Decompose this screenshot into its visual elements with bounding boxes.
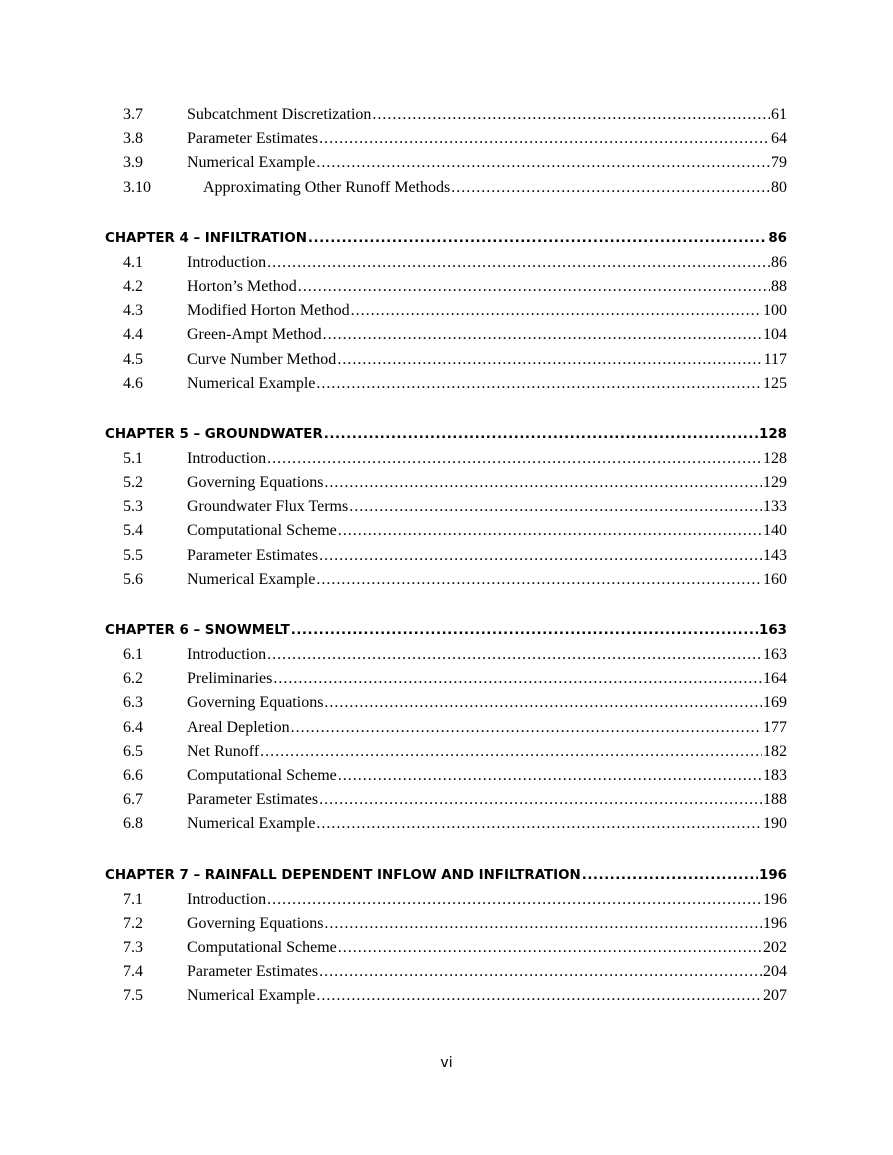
section-number: 5.3 (123, 498, 143, 516)
section-title: Governing Equations (187, 474, 324, 492)
section-title: Introduction (187, 253, 267, 271)
toc-entry[interactable] (105, 912, 787, 936)
toc-entry[interactable] (105, 984, 787, 1008)
section-page: 177 (763, 718, 787, 736)
section-title: Horton’s Method (187, 277, 297, 295)
dot-leader (308, 227, 767, 251)
section-page: 183 (763, 766, 787, 784)
section-page: 88 (771, 277, 787, 295)
dot-leader (451, 176, 770, 200)
section-number: 6.7 (123, 791, 143, 809)
toc-entry[interactable] (105, 960, 787, 984)
section-number: 3.9 (123, 154, 143, 172)
dot-leader (273, 667, 762, 691)
toc-chapter-heading[interactable] (105, 423, 787, 447)
section-number: 6.6 (123, 766, 143, 784)
section-page: 80 (771, 178, 787, 196)
toc-entry[interactable] (105, 372, 787, 396)
dot-leader (267, 643, 762, 667)
section-number: 3.7 (123, 106, 143, 123)
section-number: 3.8 (123, 130, 143, 148)
section-title: Approximating Other Runoff Methods (203, 178, 451, 196)
section-title: Preliminaries (187, 670, 273, 688)
section-page: 169 (763, 694, 787, 712)
toc-entry[interactable] (105, 323, 787, 347)
section-title: Curve Number Method (187, 350, 337, 368)
section-page: 117 (763, 350, 787, 368)
section-title: Numerical Example (187, 570, 316, 588)
chapter-page: 196 (759, 867, 787, 883)
dot-leader (267, 447, 762, 471)
section-title: Green-Ampt Method (187, 326, 322, 344)
dot-leader (349, 495, 762, 519)
section-page: 133 (763, 498, 787, 516)
dot-leader (291, 716, 762, 740)
section-page: 143 (763, 546, 787, 564)
section-number: 4.5 (123, 350, 143, 368)
dot-leader (319, 544, 762, 568)
section-title: Computational Scheme (187, 938, 337, 956)
section-page: 204 (763, 963, 787, 981)
section-title: Numerical Example (187, 987, 316, 1005)
dot-leader (319, 127, 770, 151)
chapter-title: CHAPTER 4 – INFILTRATION (105, 230, 307, 246)
section-number: 7.2 (123, 914, 143, 932)
section-number: 5.4 (123, 522, 143, 540)
section-title: Subcatchment Discretization (187, 106, 372, 123)
dot-leader (260, 740, 762, 764)
toc-chapter-heading[interactable] (105, 864, 787, 888)
section-page: 79 (771, 154, 787, 172)
toc-entry[interactable] (105, 568, 787, 592)
section-title: Numerical Example (187, 154, 316, 172)
section-page: 61 (771, 106, 787, 123)
section-number: 6.3 (123, 694, 143, 712)
dot-leader (298, 275, 770, 299)
toc-entry[interactable] (105, 716, 787, 740)
section-page: 160 (763, 570, 787, 588)
toc-entry[interactable] (105, 936, 787, 960)
toc-entry[interactable] (105, 251, 787, 275)
section-number: 7.4 (123, 963, 143, 981)
toc-entry[interactable] (105, 788, 787, 812)
section-title: Groundwater Flux Terms (187, 498, 349, 516)
section-number: 4.6 (123, 374, 143, 392)
dot-leader (324, 471, 762, 495)
section-number: 6.1 (123, 646, 143, 663)
section-title: Computational Scheme (187, 766, 337, 784)
section-title: Modified Horton Method (187, 302, 350, 320)
section-page: 125 (763, 374, 787, 392)
dot-leader (291, 619, 758, 643)
section-title: Parameter Estimates (187, 130, 319, 148)
section-number: 5.5 (123, 546, 143, 564)
toc-entry[interactable] (105, 544, 787, 568)
toc-entry[interactable] (105, 151, 787, 175)
dot-leader (316, 151, 770, 175)
toc-chapter-heading[interactable] (105, 619, 787, 643)
section-title: Areal Depletion (187, 718, 290, 736)
section-title: Governing Equations (187, 694, 324, 712)
toc-entry[interactable] (105, 127, 787, 151)
section-page: 100 (763, 302, 787, 320)
table-of-contents (105, 103, 787, 1008)
section-number: 5.6 (123, 570, 143, 588)
section-title: Computational Scheme (187, 522, 337, 540)
dot-leader (319, 788, 762, 812)
dot-leader (324, 423, 758, 447)
section-page: 129 (763, 474, 787, 492)
section-title: Parameter Estimates (187, 963, 319, 981)
toc-entry[interactable] (105, 812, 787, 836)
toc-entry[interactable] (105, 299, 787, 323)
section-number: 4.2 (123, 277, 143, 295)
dot-leader (316, 984, 762, 1008)
toc-chapter-heading[interactable] (105, 227, 787, 251)
section-title: Introduction (187, 890, 267, 908)
toc-entry[interactable] (105, 691, 787, 715)
toc-entry[interactable] (105, 888, 787, 912)
section-number: 6.2 (123, 670, 143, 688)
chapter-page: 163 (759, 623, 787, 638)
toc-entry[interactable] (105, 519, 787, 543)
section-number: 4.3 (123, 302, 143, 320)
section-page: 202 (763, 938, 787, 956)
dot-leader (316, 372, 762, 396)
dot-leader (351, 299, 762, 323)
section-page: 196 (763, 914, 787, 932)
toc-entry[interactable] (105, 471, 787, 495)
dot-leader (338, 764, 762, 788)
toc-entry[interactable] (105, 643, 787, 667)
toc-entry[interactable] (105, 103, 787, 127)
dot-leader (267, 888, 762, 912)
dot-leader (323, 323, 762, 347)
section-number: 5.2 (123, 474, 143, 492)
section-title: Parameter Estimates (187, 546, 319, 564)
chapter-title: CHAPTER 6 – SNOWMELT (105, 623, 290, 638)
section-number: 5.1 (123, 449, 143, 467)
section-page: 104 (763, 326, 787, 344)
section-page: 64 (771, 130, 787, 148)
section-number: 4.4 (123, 326, 143, 344)
section-number: 7.3 (123, 938, 143, 956)
toc-entry[interactable] (105, 764, 787, 788)
dot-leader (338, 519, 762, 543)
chapter-page: 86 (768, 230, 787, 246)
section-title: Numerical Example (187, 374, 316, 392)
section-page: 163 (763, 646, 787, 663)
dot-leader (372, 103, 770, 127)
section-number: 6.4 (123, 718, 143, 736)
section-title: Governing Equations (187, 914, 324, 932)
section-title: Net Runoff (187, 742, 260, 760)
toc-entry[interactable] (105, 348, 787, 372)
section-page: 207 (763, 987, 787, 1005)
section-page: 190 (763, 815, 787, 833)
dot-leader (324, 691, 762, 715)
page-number-footer: vi (440, 1055, 453, 1071)
section-number: 6.8 (123, 815, 143, 833)
section-number: 7.1 (123, 890, 143, 908)
section-number: 3.10 (123, 178, 151, 196)
dot-leader (324, 912, 762, 936)
section-page: 188 (763, 791, 787, 809)
chapter-title: CHAPTER 5 – GROUNDWATER (105, 426, 323, 442)
toc-entry[interactable] (105, 176, 787, 200)
section-page: 164 (763, 670, 787, 688)
dot-leader (316, 568, 762, 592)
section-number: 7.5 (123, 987, 143, 1005)
section-title: Numerical Example (187, 815, 316, 833)
section-page: 86 (771, 253, 787, 271)
toc-entry[interactable] (105, 667, 787, 691)
section-page: 140 (763, 522, 787, 540)
section-number: 4.1 (123, 253, 143, 271)
section-title: Introduction (187, 449, 267, 467)
dot-leader (337, 348, 762, 372)
section-page: 182 (763, 742, 787, 760)
dot-leader (316, 812, 762, 836)
toc-entry[interactable] (105, 275, 787, 299)
section-title: Parameter Estimates (187, 791, 319, 809)
chapter-title: CHAPTER 7 – RAINFALL DEPENDENT INFLOW AND INFILTRATION (105, 867, 581, 883)
section-number: 6.5 (123, 742, 143, 760)
dot-leader (338, 936, 762, 960)
toc-entry[interactable] (105, 740, 787, 764)
dot-leader (267, 251, 770, 275)
chapter-page: 128 (759, 426, 787, 442)
section-page: 196 (763, 890, 787, 908)
toc-entry[interactable] (105, 495, 787, 519)
section-title: Introduction (187, 646, 267, 663)
section-page: 128 (763, 449, 787, 467)
dot-leader (319, 960, 762, 984)
dot-leader (582, 864, 758, 888)
toc-entry[interactable] (105, 447, 787, 471)
